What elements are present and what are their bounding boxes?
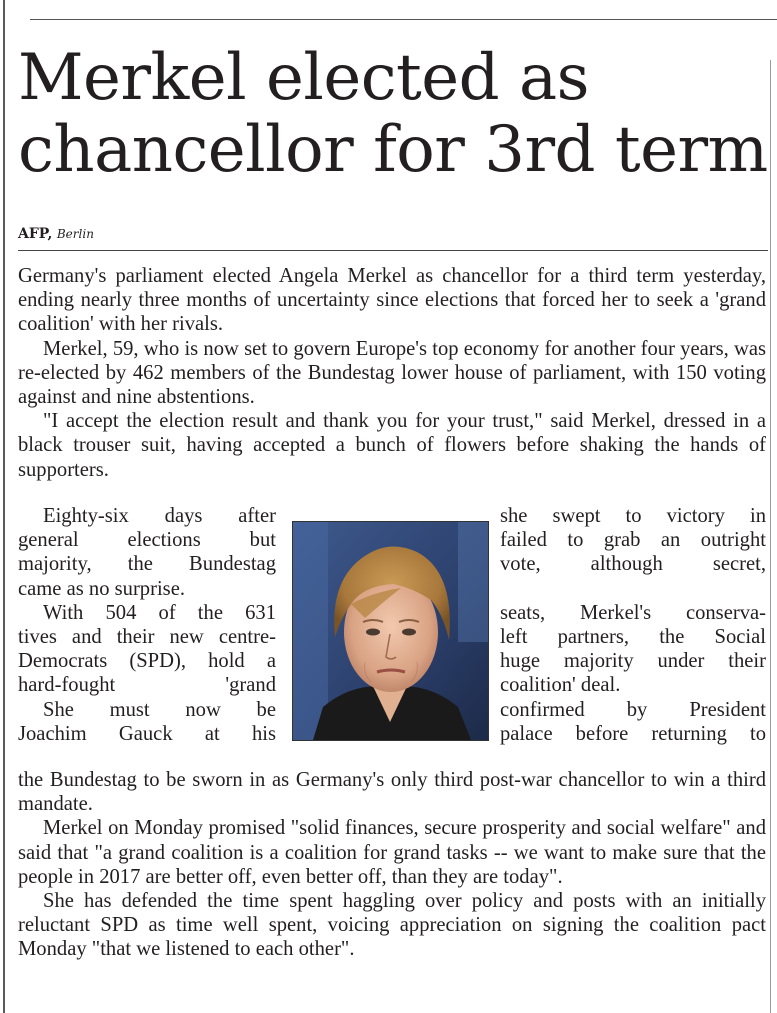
right-column-line: vote, although secret, bbox=[500, 553, 766, 576]
left-column-line: Eighty-six days after bbox=[43, 505, 276, 527]
right-column-line: confirmed by President bbox=[500, 698, 766, 721]
paragraph-lead: Germany's parliament elected Angela Merkel as chancellor for a third term yesterday, ending nearly three months of uncertainty since elections that forced her to seek a 'grand coalition' with her rivals. bbox=[18, 265, 766, 336]
left-column-line: tives and their new centre- bbox=[18, 625, 276, 648]
column-divider-right bbox=[770, 60, 771, 1013]
byline bbox=[18, 226, 94, 242]
left-column-line: She must now be bbox=[43, 698, 276, 721]
article-body-bottom bbox=[18, 768, 766, 962]
byline-dateline: Berlin bbox=[56, 227, 94, 241]
left-column-line: Joachim Gauck at his bbox=[18, 722, 276, 745]
left-column bbox=[18, 504, 276, 746]
right-column-line: failed to grab an outright bbox=[500, 529, 766, 552]
paragraph-2: Merkel, 59, who is now set to govern Europe's top economy for another four years, was re-elected by 462 members of the Bundestag lower house of parliament, with 150 voting against and nine abstentions. bbox=[18, 337, 766, 409]
right-column-line: seats, Merkel's conserva- bbox=[500, 601, 766, 624]
right-column-line bbox=[500, 577, 766, 601]
cropped-text-above bbox=[40, 0, 760, 3]
article-body-top bbox=[18, 264, 766, 482]
merkel-portrait-photo bbox=[292, 521, 489, 741]
paragraph-3: "I accept the election result and thank you for your trust," said Merkel, dressed in a black trouser suit, having accepted a bunch of flowers before shaking the hands of supporters. bbox=[18, 410, 766, 481]
byline-rule bbox=[18, 250, 768, 251]
page-border-left bbox=[3, 0, 5, 1013]
left-column-line: hard-fought 'grand bbox=[18, 674, 276, 697]
paragraph-6: She has defended the time spent haggling over policy and posts with an initially reluctant SPD as time well spent, voicing appreciation on signing the coalition pact Monday "that we listened to each other". bbox=[18, 890, 766, 961]
paragraph-5: Merkel on Monday promised "solid finances, secure prosperity and social welfare" and said that "a grand coalition is a coalition for grand tasks -- we want to make sure that the people in 2017 are better off, even better off, than they are today". bbox=[18, 817, 766, 888]
left-column-line: majority, the Bundestag bbox=[18, 553, 276, 576]
top-rule bbox=[30, 19, 777, 20]
left-column-line: Democrats (SPD), hold a bbox=[18, 650, 276, 673]
right-column-line: palace before returning to bbox=[500, 722, 766, 745]
right-column-line: left partners, the Social bbox=[500, 625, 766, 648]
headline: Merkel elected as chancellor for 3rd term bbox=[18, 41, 768, 187]
byline-agency: AFP, bbox=[18, 226, 53, 242]
right-column-line: she swept to victory in bbox=[500, 505, 766, 527]
left-column-line: came as no surprise. bbox=[18, 577, 185, 600]
right-column bbox=[500, 504, 766, 746]
right-column-line: coalition' deal. bbox=[500, 674, 621, 697]
right-column-line: huge majority under their bbox=[500, 650, 766, 673]
left-column-line: With 504 of the 631 bbox=[43, 601, 276, 624]
paragraph-continued: the Bundestag to be sworn in as Germany's only third post-war chancellor to win a third mandate. bbox=[18, 769, 766, 816]
left-column-line: general elections but bbox=[18, 529, 276, 552]
